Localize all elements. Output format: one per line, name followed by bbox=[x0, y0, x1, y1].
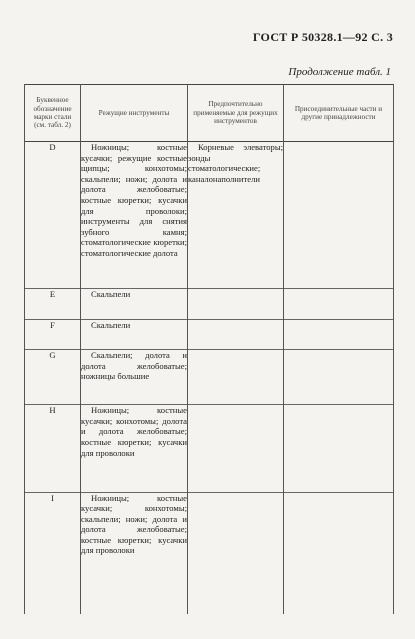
cell-mark: D bbox=[25, 142, 81, 289]
cell-cutting: Ножницы; костные кусачки; конхотомы; скальпели; ножи; долота и долота желобоватые; костные кюретки; кусачки для проволоки bbox=[81, 492, 188, 614]
col-header-cutting: Режущие инструменты bbox=[81, 85, 188, 142]
cell-mark: I bbox=[25, 492, 81, 614]
cell-preferred bbox=[188, 319, 284, 349]
table-row bbox=[25, 142, 394, 289]
table-continuation-caption: Продолжение табл. 1 bbox=[288, 66, 391, 78]
table-row bbox=[25, 319, 394, 349]
cell-cutting: Скальпели bbox=[81, 289, 188, 319]
cell-accessories bbox=[284, 492, 394, 614]
cell-preferred bbox=[188, 405, 284, 492]
cell-accessories bbox=[284, 142, 394, 289]
col-header-accessories: Присоединительные части и другие принадлежности bbox=[284, 85, 394, 142]
table-header-row bbox=[25, 85, 394, 142]
cell-preferred bbox=[188, 350, 284, 405]
cell-preferred: Корневые элеваторы; зонды стоматологические; каналонаполнители bbox=[188, 142, 284, 289]
cell-preferred bbox=[188, 289, 284, 319]
col-header-mark: Буквенное обозначение марки стали (см. табл. 2) bbox=[25, 85, 81, 142]
cell-cutting: Ножницы; костные кусачки; режущие костные щипцы; конхотомы; скальпели; ножи; долота и долота желобоватые; костные кюретки; кусачки для проволоки; инструменты для снятия зубного камня; стоматологические кюретки; стоматологические долота bbox=[81, 142, 188, 289]
cell-mark: F bbox=[25, 319, 81, 349]
steel-grade-table bbox=[24, 84, 394, 614]
cell-accessories bbox=[284, 319, 394, 349]
cell-mark: E bbox=[25, 289, 81, 319]
cell-cutting: Скальпели bbox=[81, 319, 188, 349]
table-row bbox=[25, 350, 394, 405]
cell-mark: G bbox=[25, 350, 81, 405]
table-row bbox=[25, 289, 394, 319]
cell-cutting: Ножницы; костные кусачки; конхотомы; долота и долота желобоватые; костные кюретки; кусачки для проволоки bbox=[81, 405, 188, 492]
table-container bbox=[24, 84, 393, 614]
cell-preferred bbox=[188, 492, 284, 614]
col-header-preferred: Предпочтительно применяемые для режущих инструментов bbox=[188, 85, 284, 142]
cell-mark: H bbox=[25, 405, 81, 492]
cell-accessories bbox=[284, 405, 394, 492]
table-row bbox=[25, 405, 394, 492]
table-row bbox=[25, 492, 394, 614]
page-header: ГОСТ Р 50328.1—92 С. 3 bbox=[252, 30, 393, 44]
cell-accessories bbox=[284, 289, 394, 319]
cell-cutting: Скальпели; долота и долота желобоватые; ножницы большие bbox=[81, 350, 188, 405]
cell-accessories bbox=[284, 350, 394, 405]
